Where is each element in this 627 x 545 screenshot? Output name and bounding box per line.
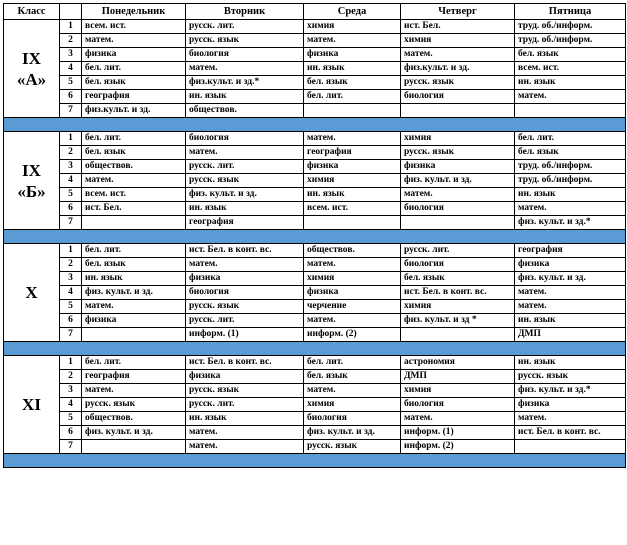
subject-cell-tuesday: ин. язык — [186, 202, 304, 216]
subject-cell-thursday: физ. культ. и зд. — [401, 174, 515, 188]
lesson-row — [4, 440, 626, 454]
subject-cell-monday: матем. — [82, 174, 186, 188]
subject-cell-wednesday: бел. язык — [304, 370, 401, 384]
subject-cell-friday: бел. язык — [515, 146, 626, 160]
subject-cell-thursday: химия — [401, 300, 515, 314]
subject-cell-wednesday: матем. — [304, 314, 401, 328]
subject-cell-thursday: русск. язык — [401, 76, 515, 90]
subject-cell-monday: география — [82, 370, 186, 384]
subject-cell-tuesday: физ.культ. и зд.* — [186, 76, 304, 90]
subject-cell-monday: матем. — [82, 300, 186, 314]
lesson-row — [4, 188, 626, 202]
separator-band — [4, 118, 626, 132]
subject-cell-friday: русск. язык — [515, 370, 626, 384]
lesson-number: 7 — [60, 104, 82, 118]
subject-cell-monday: русск. язык — [82, 398, 186, 412]
subject-cell-wednesday: матем. — [304, 258, 401, 272]
lesson-row — [4, 146, 626, 160]
subject-cell-wednesday: бел. лит. — [304, 356, 401, 370]
subject-cell-monday: бел. язык — [82, 76, 186, 90]
class-name: XI — [4, 356, 60, 454]
lesson-number: 2 — [60, 258, 82, 272]
lesson-number: 4 — [60, 62, 82, 76]
subject-cell-tuesday: обществов. — [186, 104, 304, 118]
subject-cell-thursday: биология — [401, 398, 515, 412]
subject-cell-tuesday: физика — [186, 272, 304, 286]
subject-cell-wednesday: русск. язык — [304, 440, 401, 454]
subject-cell-thursday — [401, 216, 515, 230]
subject-cell-monday: физ. культ. и зд. — [82, 426, 186, 440]
subject-cell-tuesday: русск. язык — [186, 34, 304, 48]
subject-cell-tuesday: биология — [186, 48, 304, 62]
subject-cell-friday: матем. — [515, 286, 626, 300]
lesson-number: 5 — [60, 76, 82, 90]
lesson-row — [4, 132, 626, 146]
subject-cell-tuesday: ист. Бел. в конт. вс. — [186, 244, 304, 258]
subject-cell-tuesday: физика — [186, 370, 304, 384]
subject-cell-monday — [82, 216, 186, 230]
subject-cell-friday: физ. культ. и зд. — [515, 272, 626, 286]
lesson-number: 6 — [60, 426, 82, 440]
lesson-number: 6 — [60, 314, 82, 328]
header-day-thursday: Четверг — [401, 4, 515, 20]
subject-cell-wednesday: биология — [304, 412, 401, 426]
subject-cell-wednesday — [304, 216, 401, 230]
lesson-row — [4, 62, 626, 76]
subject-cell-wednesday: физика — [304, 160, 401, 174]
subject-cell-tuesday: матем. — [186, 258, 304, 272]
subject-cell-friday: бел. язык — [515, 48, 626, 62]
subject-cell-monday: география — [82, 90, 186, 104]
subject-cell-tuesday: матем. — [186, 426, 304, 440]
class-name: IX «Б» — [4, 132, 60, 230]
subject-cell-friday: труд. об./информ. — [515, 174, 626, 188]
lesson-row — [4, 20, 626, 34]
subject-cell-tuesday: русск. лит. — [186, 398, 304, 412]
lesson-row — [4, 398, 626, 412]
lesson-number: 3 — [60, 384, 82, 398]
lesson-number: 3 — [60, 48, 82, 62]
subject-cell-monday: физика — [82, 314, 186, 328]
subject-cell-thursday: физика — [401, 160, 515, 174]
lesson-number: 2 — [60, 146, 82, 160]
subject-cell-friday: матем. — [515, 90, 626, 104]
subject-cell-wednesday: всем. ист. — [304, 202, 401, 216]
subject-cell-friday: матем. — [515, 300, 626, 314]
subject-cell-monday: бел. лит. — [82, 356, 186, 370]
lesson-number: 7 — [60, 216, 82, 230]
lesson-number: 2 — [60, 370, 82, 384]
lesson-number: 4 — [60, 174, 82, 188]
subject-cell-monday: бел. язык — [82, 258, 186, 272]
separator-band — [4, 454, 626, 468]
subject-cell-monday: всем. ист. — [82, 20, 186, 34]
subject-cell-tuesday: информ. (1) — [186, 328, 304, 342]
subject-cell-tuesday: ист. Бел. в конт. вс. — [186, 356, 304, 370]
subject-cell-friday: география — [515, 244, 626, 258]
subject-cell-monday: обществов. — [82, 412, 186, 426]
subject-cell-wednesday: физ. культ. и зд. — [304, 426, 401, 440]
header-row — [4, 4, 626, 20]
subject-cell-thursday — [401, 104, 515, 118]
lesson-number: 3 — [60, 272, 82, 286]
lesson-number: 3 — [60, 160, 82, 174]
subject-cell-friday: ин. язык — [515, 356, 626, 370]
header-day-friday: Пятница — [515, 4, 626, 20]
subject-cell-wednesday: бел. лит. — [304, 90, 401, 104]
subject-cell-friday: матем. — [515, 412, 626, 426]
subject-cell-thursday: химия — [401, 34, 515, 48]
subject-cell-monday: всем. ист. — [82, 188, 186, 202]
lesson-number: 7 — [60, 440, 82, 454]
subject-cell-friday: физика — [515, 398, 626, 412]
subject-cell-thursday: ист. Бел. — [401, 20, 515, 34]
lesson-number: 6 — [60, 90, 82, 104]
class-separator — [4, 342, 626, 356]
subject-cell-thursday: физ. культ. и зд * — [401, 314, 515, 328]
lesson-row — [4, 370, 626, 384]
lesson-number: 7 — [60, 328, 82, 342]
lesson-number: 5 — [60, 412, 82, 426]
subject-cell-thursday: биология — [401, 202, 515, 216]
subject-cell-wednesday: ин. язык — [304, 188, 401, 202]
subject-cell-tuesday: русск. лит. — [186, 160, 304, 174]
lesson-number: 5 — [60, 188, 82, 202]
schedule-table — [3, 3, 626, 468]
subject-cell-tuesday: физ. культ. и зд. — [186, 188, 304, 202]
subject-cell-thursday: химия — [401, 384, 515, 398]
subject-cell-monday: ист. Бел. — [82, 202, 186, 216]
subject-cell-wednesday: обществов. — [304, 244, 401, 258]
subject-cell-wednesday — [304, 104, 401, 118]
subject-cell-thursday: биология — [401, 258, 515, 272]
subject-cell-tuesday: русск. лит. — [186, 20, 304, 34]
header-day-wednesday: Среда — [304, 4, 401, 20]
subject-cell-thursday — [401, 328, 515, 342]
subject-cell-thursday: химия — [401, 132, 515, 146]
header-day-tuesday: Вторник — [186, 4, 304, 20]
subject-cell-tuesday: биология — [186, 132, 304, 146]
subject-cell-wednesday: физика — [304, 286, 401, 300]
subject-cell-wednesday: матем. — [304, 384, 401, 398]
lesson-row — [4, 48, 626, 62]
subject-cell-friday: труд. об./информ. — [515, 34, 626, 48]
subject-cell-tuesday: русск. язык — [186, 300, 304, 314]
subject-cell-wednesday: ин. язык — [304, 62, 401, 76]
class-separator — [4, 118, 626, 132]
lesson-number: 5 — [60, 300, 82, 314]
lesson-row — [4, 384, 626, 398]
lesson-row — [4, 272, 626, 286]
subject-cell-wednesday: химия — [304, 398, 401, 412]
subject-cell-friday: физ. культ. и зд.* — [515, 384, 626, 398]
subject-cell-friday: ин. язык — [515, 76, 626, 90]
header-number — [60, 4, 82, 20]
lesson-row — [4, 300, 626, 314]
subject-cell-monday: матем. — [82, 34, 186, 48]
schedule-body — [4, 20, 626, 468]
lesson-row — [4, 76, 626, 90]
lesson-number: 6 — [60, 202, 82, 216]
subject-cell-friday: труд. об./информ. — [515, 20, 626, 34]
lesson-row — [4, 258, 626, 272]
subject-cell-tuesday: русск. язык — [186, 384, 304, 398]
lesson-row — [4, 174, 626, 188]
header-day-monday: Понедельник — [82, 4, 186, 20]
subject-cell-wednesday: физика — [304, 48, 401, 62]
class-name: X — [4, 244, 60, 342]
subject-cell-tuesday: биология — [186, 286, 304, 300]
subject-cell-friday: ин. язык — [515, 188, 626, 202]
subject-cell-thursday: русск. лит. — [401, 244, 515, 258]
lesson-row — [4, 34, 626, 48]
subject-cell-tuesday: матем. — [186, 62, 304, 76]
subject-cell-wednesday: химия — [304, 20, 401, 34]
subject-cell-friday: матем. — [515, 202, 626, 216]
subject-cell-wednesday: матем. — [304, 132, 401, 146]
subject-cell-thursday: матем. — [401, 412, 515, 426]
subject-cell-thursday: информ. (2) — [401, 440, 515, 454]
subject-cell-tuesday: русск. лит. — [186, 314, 304, 328]
lesson-number: 2 — [60, 34, 82, 48]
lesson-row — [4, 104, 626, 118]
subject-cell-friday — [515, 440, 626, 454]
subject-cell-wednesday: матем. — [304, 34, 401, 48]
class-name: IX «А» — [4, 20, 60, 118]
subject-cell-wednesday: химия — [304, 272, 401, 286]
lesson-row — [4, 216, 626, 230]
subject-cell-monday: бел. лит. — [82, 244, 186, 258]
subject-cell-monday: матем. — [82, 384, 186, 398]
subject-cell-monday: обществов. — [82, 160, 186, 174]
subject-cell-thursday: ДМП — [401, 370, 515, 384]
lesson-number: 1 — [60, 132, 82, 146]
subject-cell-monday: физ. культ. и зд. — [82, 286, 186, 300]
lesson-row — [4, 426, 626, 440]
lesson-row — [4, 328, 626, 342]
class-separator — [4, 230, 626, 244]
subject-cell-wednesday: география — [304, 146, 401, 160]
lesson-row — [4, 90, 626, 104]
lesson-row — [4, 314, 626, 328]
subject-cell-friday: труд. об./информ. — [515, 160, 626, 174]
subject-cell-friday: ин. язык — [515, 314, 626, 328]
subject-cell-monday: бел. лит. — [82, 132, 186, 146]
subject-cell-tuesday: география — [186, 216, 304, 230]
subject-cell-friday: бел. лит. — [515, 132, 626, 146]
subject-cell-wednesday: информ. (2) — [304, 328, 401, 342]
subject-cell-friday — [515, 104, 626, 118]
subject-cell-tuesday: матем. — [186, 146, 304, 160]
subject-cell-friday: ДМП — [515, 328, 626, 342]
header-class: Класс — [4, 4, 60, 20]
subject-cell-thursday: матем. — [401, 188, 515, 202]
subject-cell-thursday: астрономия — [401, 356, 515, 370]
lesson-row — [4, 356, 626, 370]
subject-cell-wednesday: химия — [304, 174, 401, 188]
subject-cell-friday: физика — [515, 258, 626, 272]
lesson-row — [4, 160, 626, 174]
subject-cell-thursday: русск. язык — [401, 146, 515, 160]
subject-cell-monday: бел. язык — [82, 146, 186, 160]
subject-cell-wednesday: бел. язык — [304, 76, 401, 90]
lesson-number: 1 — [60, 244, 82, 258]
subject-cell-tuesday: матем. — [186, 440, 304, 454]
lesson-number: 1 — [60, 356, 82, 370]
subject-cell-thursday: ист. Бел. в конт. вс. — [401, 286, 515, 300]
subject-cell-wednesday: черчение — [304, 300, 401, 314]
subject-cell-monday: физика — [82, 48, 186, 62]
separator-band — [4, 342, 626, 356]
subject-cell-thursday: бел. язык — [401, 272, 515, 286]
subject-cell-monday: физ.культ. и зд. — [82, 104, 186, 118]
subject-cell-friday: физ. культ. и зд.* — [515, 216, 626, 230]
lesson-number: 1 — [60, 20, 82, 34]
lesson-row — [4, 412, 626, 426]
subject-cell-tuesday: ин. язык — [186, 412, 304, 426]
lesson-number: 4 — [60, 286, 82, 300]
lesson-row — [4, 244, 626, 258]
subject-cell-monday: бел. лит. — [82, 62, 186, 76]
subject-cell-monday — [82, 440, 186, 454]
subject-cell-monday — [82, 328, 186, 342]
subject-cell-tuesday: русск. язык — [186, 174, 304, 188]
subject-cell-friday: всем. ист. — [515, 62, 626, 76]
subject-cell-thursday: матем. — [401, 48, 515, 62]
lesson-row — [4, 286, 626, 300]
subject-cell-tuesday: ин. язык — [186, 90, 304, 104]
lesson-row — [4, 202, 626, 216]
subject-cell-monday: ин. язык — [82, 272, 186, 286]
separator-band — [4, 230, 626, 244]
class-separator — [4, 454, 626, 468]
subject-cell-thursday: биология — [401, 90, 515, 104]
subject-cell-thursday: физ.культ. и зд. — [401, 62, 515, 76]
subject-cell-friday: ист. Бел. в конт. вс. — [515, 426, 626, 440]
subject-cell-thursday: информ. (1) — [401, 426, 515, 440]
lesson-number: 4 — [60, 398, 82, 412]
